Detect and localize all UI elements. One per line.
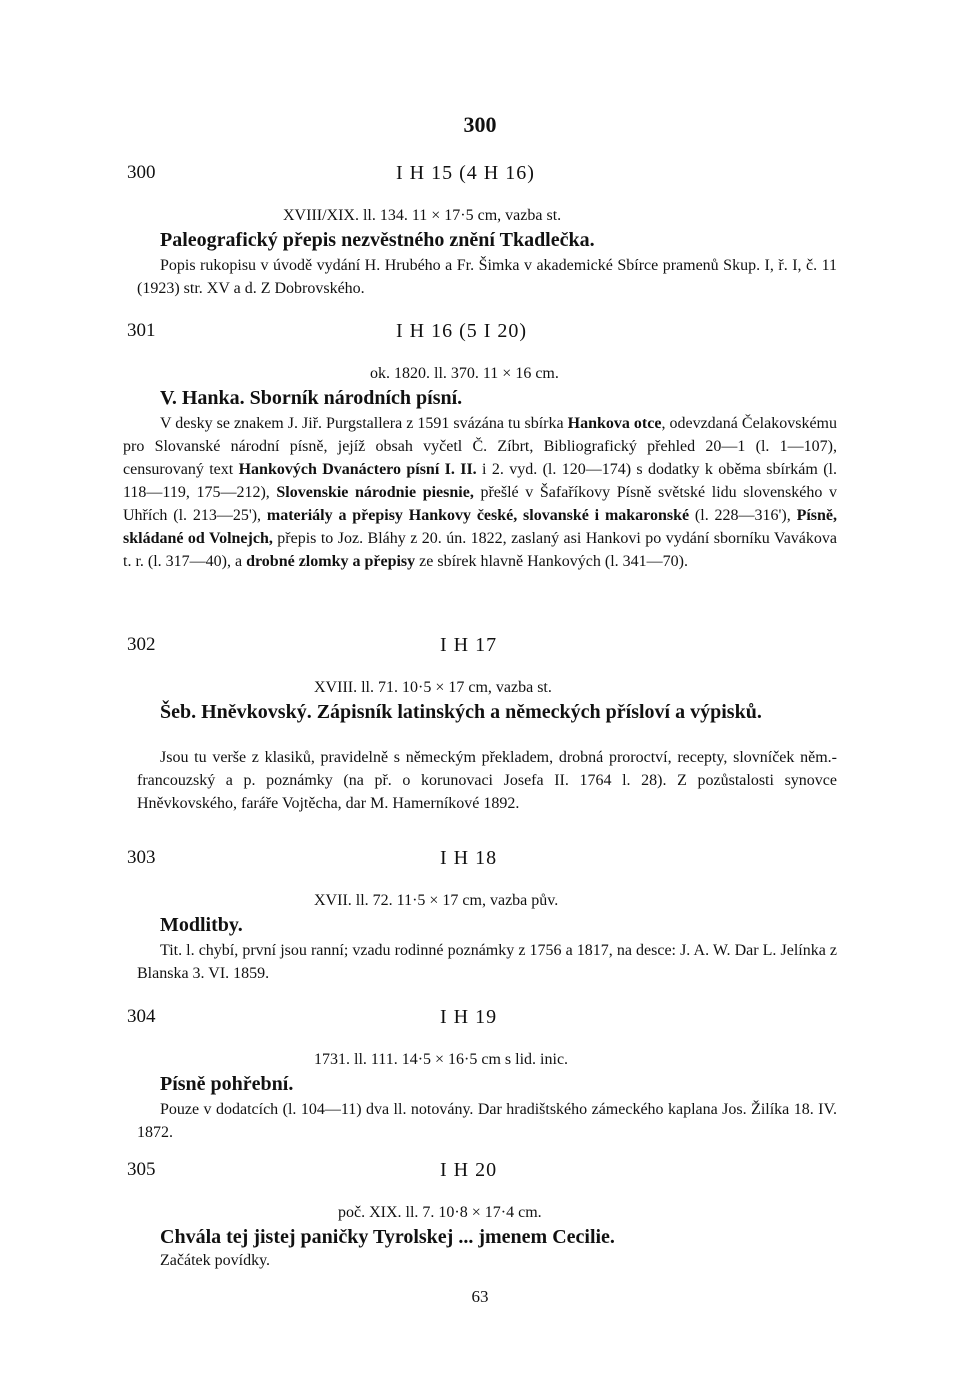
entry-meta: 1731. ll. 111. 14·5 × 16·5 cm s lid. inic. [314,1051,569,1068]
entry-description: Začátek povídky. [160,1252,271,1269]
entry-number: 304 [127,1006,156,1027]
entry-number: 300 [127,162,156,183]
entry-description: Popis rukopisu v úvodě vydání H. Hrubého a Fr. Šimka v akademické Sbírce pramenů Skup. I, ř. I, č. 11 (1923) str. XV a d. Z Dobrovského. [137,257,837,297]
entry-description: Jsou tu verše z klasiků, pravidelně s německým překladem, drobná proroctví, recepty, slovníček něm.-francouzský a p. poznámky (na př. o korunovaci Josefa II. 1764 l. 28). Z pozůstalosti synovce Hněvkovského, faráře Vojtěcha, dar M. Hamerníkové 1892. [137,749,837,812]
entry-title: Šeb. Hněvkovský. Zápisník latinských a německých přísloví a výpisků. [160,701,762,723]
entry-number: 302 [127,634,156,655]
entry-description: Tit. l. chybí, první jsou ranní; vzadu rodinné poznámky z 1756 a 1817, na desce: J. A. W. Dar L. Jelínka z Blanska 3. VI. 1859. [137,942,837,982]
shelf-signature: I H 20 [440,1159,498,1181]
entry-number: 301 [127,320,156,341]
entry-title: Chvála tej jistej paničky Tyrolskej ... jmenem Cecilie. [160,1226,615,1248]
entry-number: 303 [127,847,156,868]
entry-title: Paleografický přepis nezvěstného znění Tkadlečka. [160,229,595,251]
entry-description: V desky se znakem J. Jiř. Purgstallera z 1591 svázána tu sbírka Hankova otce, odevzdaná Čelakovskému pro Slovanské národní písně, jejíž obsah vyčetl Č. Zíbrt, Bibliografický přehled 20—1 (l. 1—107), censurovaný text Hankových Dvanáctero písní I. II. i 2. vyd. (l. 120—174) s dodatky k oběma sbírkám (l. 118—119, 175—212), Slovenskie národnie piesnie, přešlé v Šafaříkovy Písně světské lidu slovenského v Uhřích (l. 213—25'), materiály a přepisy Hankovy české, slovanské i makaronské (l. 228—316'), Písně, skládané od Volnejch, přepis to Joz. Bláhy z 20. ún. 1822, zaslaný asi Hankovi po vydání sborníku Vavákova t. r. (l. 317—40), a drobné zlomky a přepisy ze sbírek hlavně Hankových (l. 341—70). [123,415,838,570]
shelf-signature: I H 16 (5 I 20) [396,320,528,342]
entry-meta: poč. XIX. ll. 7. 10·8 × 17·4 cm. [338,1204,542,1221]
entry-meta: XVII. ll. 72. 11·5 × 17 cm, vazba pův. [314,892,559,909]
entry-meta: XVIII/XIX. ll. 134. 11 × 17·5 cm, vazba st. [283,207,562,224]
entry-meta: XVIII. ll. 71. 10·5 × 17 cm, vazba st. [314,679,552,696]
entry-title: Písně pohřební. [160,1073,294,1095]
entry-number: 305 [127,1159,156,1180]
entry-meta: ok. 1820. ll. 370. 11 × 16 cm. [370,365,559,382]
page-number: 63 [471,1287,489,1306]
entry-description: Pouze v dodatcích (l. 104—11) dva ll. notovány. Dar hradištského zámeckého kaplana Jos. Žilíka 18. IV. 1872. [137,1101,837,1141]
shelf-signature: I H 19 [440,1006,498,1028]
shelf-signature: I H 15 (4 H 16) [396,162,535,184]
entry-title: V. Hanka. Sborník národních písní. [160,387,463,409]
page-header: 300 [463,112,497,137]
entry-title: Modlitby. [160,914,243,936]
shelf-signature: I H 17 [440,634,498,656]
shelf-signature: I H 18 [440,847,498,869]
